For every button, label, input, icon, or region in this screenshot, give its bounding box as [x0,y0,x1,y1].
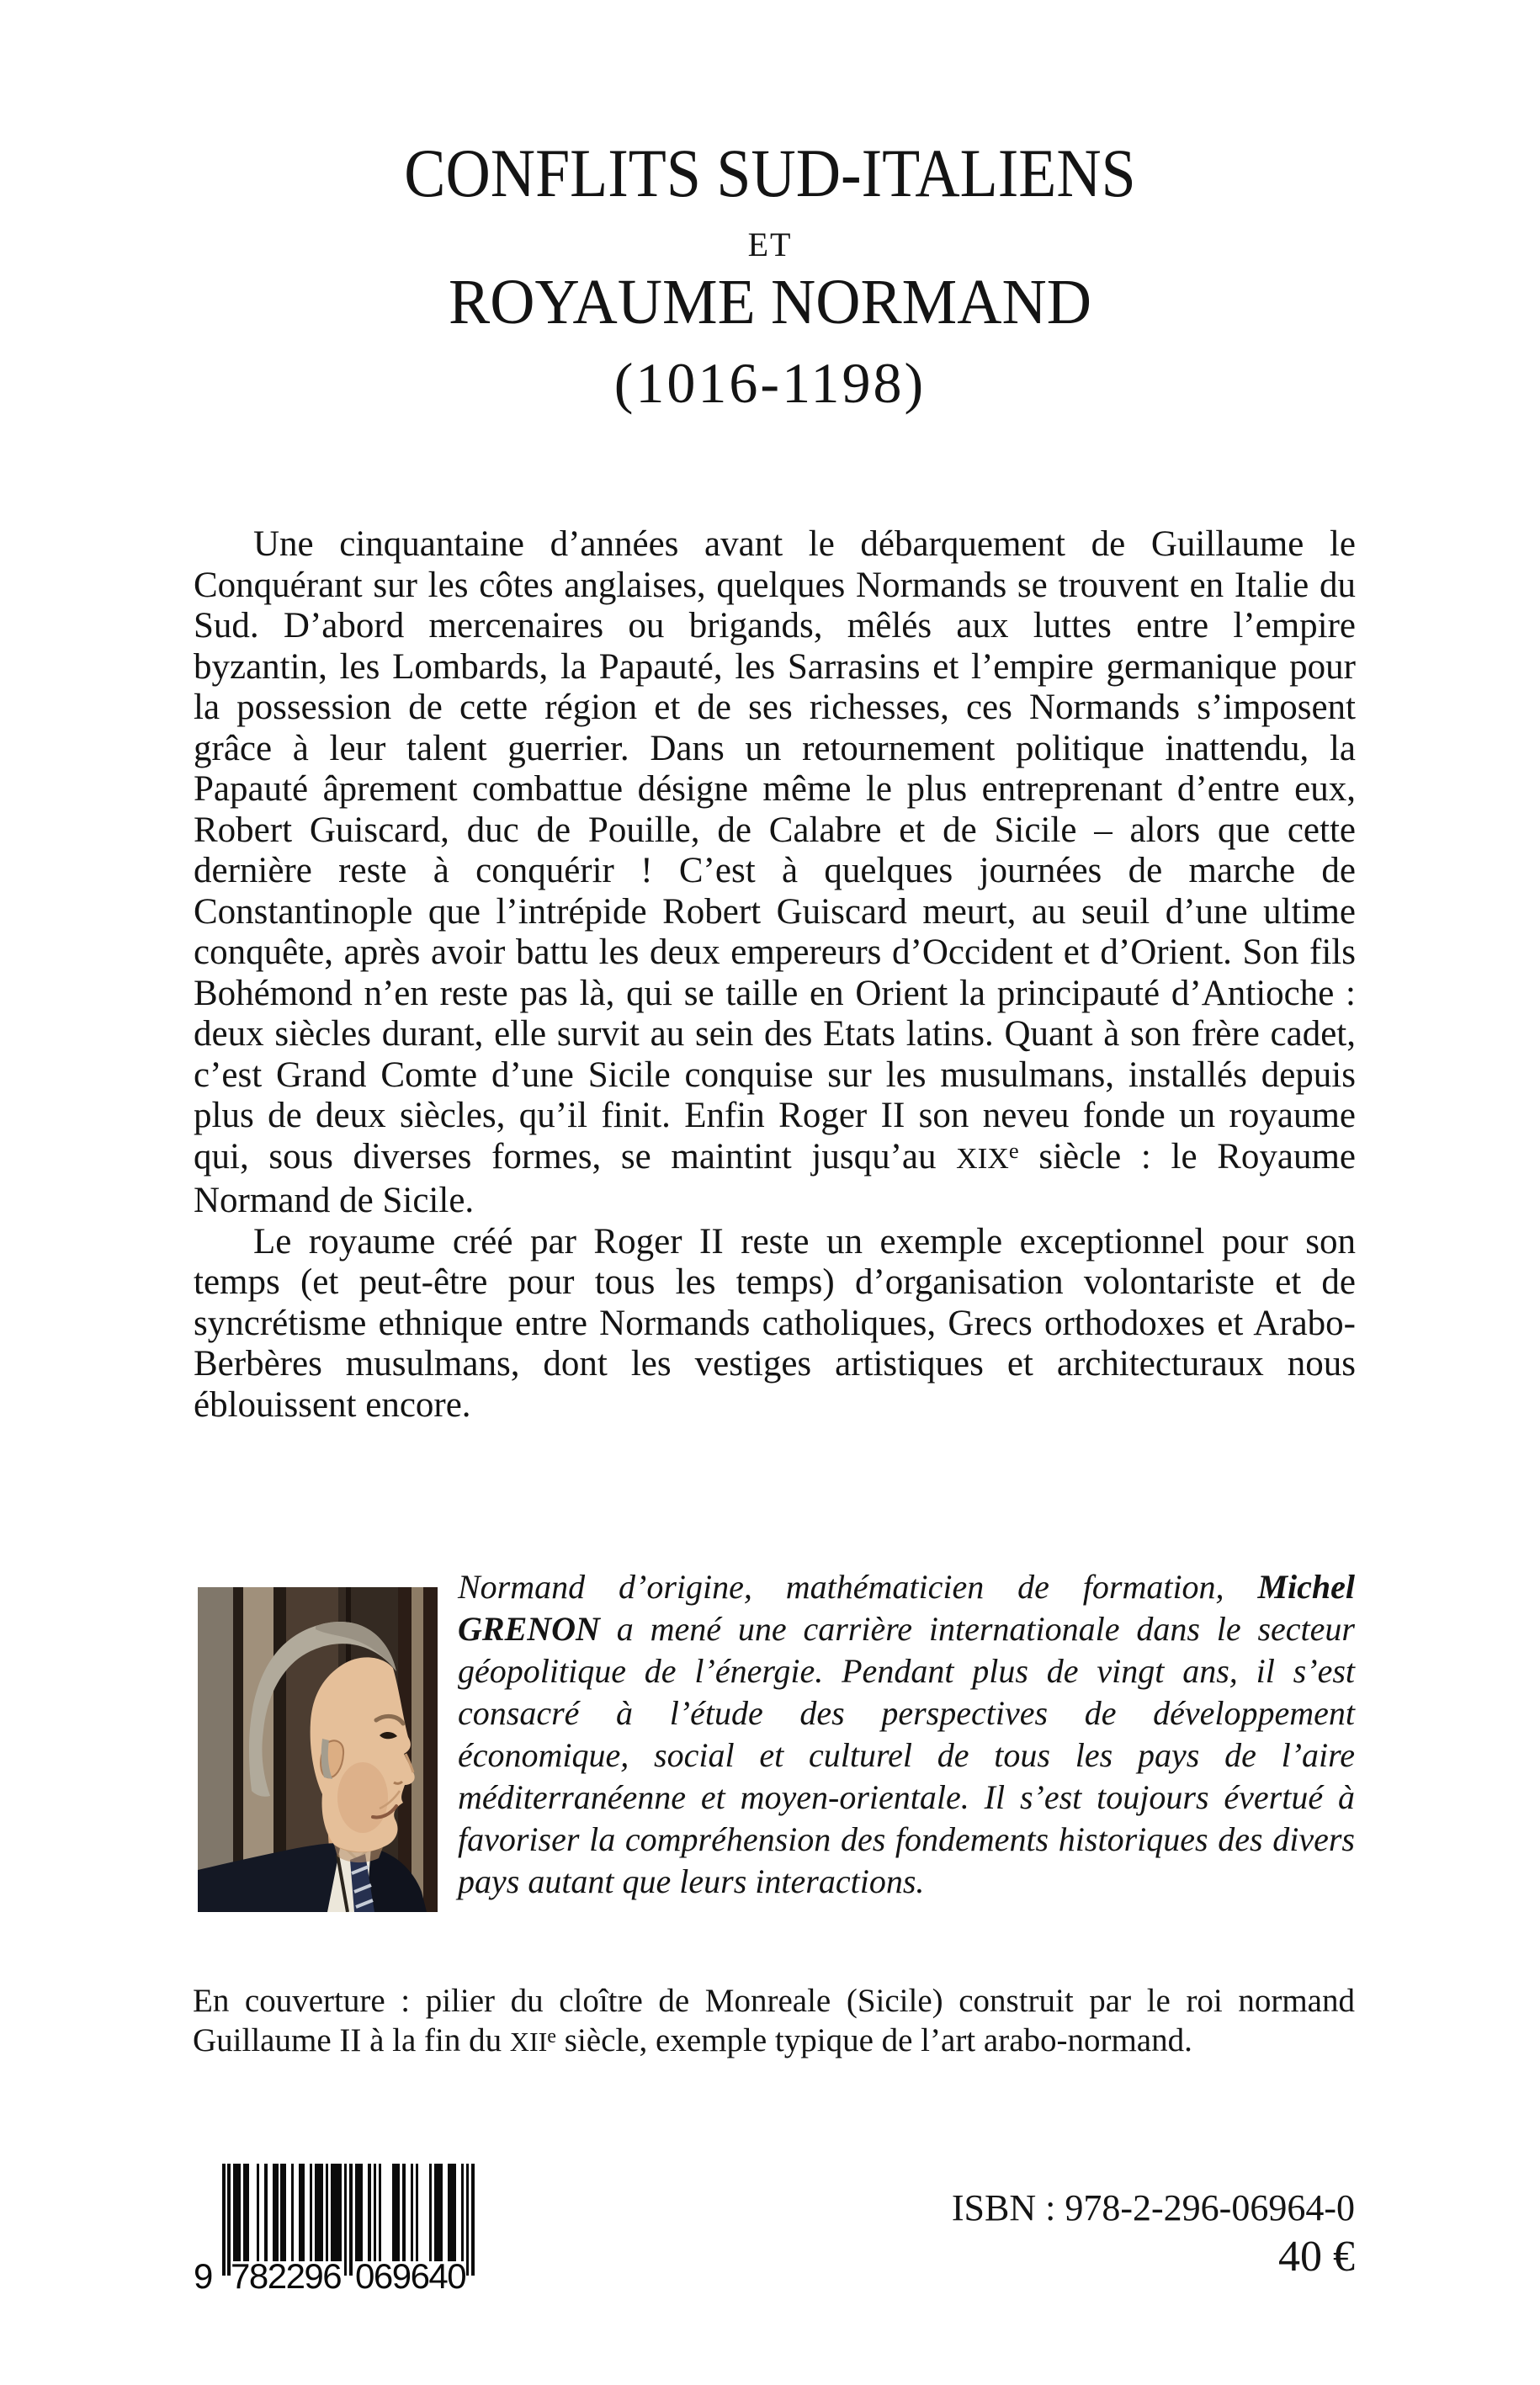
title-years: (1016-1198) [613,351,927,415]
barcode [194,2164,475,2303]
synopsis-paragraph-1 [194,524,1356,1222]
author-bio [458,1566,1355,1903]
roman-numeral-xix: XIX [956,1141,1009,1175]
bio-text-before-name: Normand d’origine, mathématicien de formation, [458,1568,1258,1606]
book-title-line2: ROYAUME NORMAND [449,267,1091,337]
isbn-text: ISBN : 978-2-296-06964-0 [951,2187,1355,2228]
cover-note [193,1981,1355,2064]
price-text: 40 € [1278,2233,1355,2281]
barcode-digits-left: 782296 [231,2256,342,2296]
title-connector: ET [747,226,793,263]
cover-note-superscript: e [547,2024,557,2048]
barcode-digit-lead: 9 [194,2256,214,2296]
ordinal-superscript: e [1008,1138,1019,1164]
book-title-line1: CONFLITS SUD-ITALIENS [404,135,1136,211]
bio-text-after-name: a mené une carrière internationale dans le secteur géopolitique de l’énergie. Pendant plus de vingt ans, il s’est consacré à l’étude des perspectives de développement économique, social et culturel de tous les pays de l’aire méditerranéenne et moyen-orientale. Il s’est toujours évertué à favoriser la compréhension des fondements historiques des divers pays autant que leurs interactions. [458,1610,1355,1900]
cover-note-text: En couverture : pilier du cloître de Monreale (Sicile) construit par le roi normand Guillaume II à la fin du [193,1983,1355,2058]
synopsis-paragraph-2: Le royaume créé par Roger II reste un exemple exceptionnel pour son temps (et peut-être pour tous les temps) d’organisation volontariste et de syncrétisme ethnique entre Normands catholiques, Grecs orthodoxes et Arabo-Berbères musulmans, dont les vestiges artistiques et architecturaux nous éblouissent encore. [194,1221,1356,1425]
synopsis-p1-text: Une cinquantaine d’années avant le débarquement de Guillaume le Conquérant sur les côtes anglaises, quelques Normands se trouvent en Italie du Sud. D’abord mercenaires ou brigands, mêlés aux luttes entre l’empire byzantin, les Lombards, la Papauté, les Sarrasins et l’empire germanique pour la possession de cette région et de ses richesses, ces Normands s’imposent grâce à leur talent guerrier. Dans un retournement politique inattendu, la Papauté âprement combattue désigne même le plus entreprenant d’entre eux, Robert Guiscard, duc de Pouille, de Calabre et de Sicile – alors que cette dernière reste à conquérir ! C’est à quelques journées de marche de Constantinople que l’intrépide Robert Guiscard meurt, au seuil d’une ultime conquête, après avoir battu les deux empereurs d’Occident et d’Orient. Son fils Bohémond n’en reste pas là, qui se taille en Orient la principauté d’Antioche : deux siècles durant, elle survit au sein des Etats latins. Quant à son frère cadet, c’est Grand Comte d’une Sicile conquise sur les musulmans, installés depuis plus de deux siècles, qu’il finit. Enfin Roger II son neveu fonde un royaume qui, sous diverses formes, se maintint jusqu’au [194,524,1356,1177]
cover-note-text-end: siècle, exemple typique de l’art arabo-normand. [556,2022,1192,2058]
author-photo [198,1587,438,1912]
barcode-digits-right: 069640 [355,2256,466,2296]
author-section [198,1566,1372,1912]
author-name: Michel GRENON [458,1568,1355,1648]
synopsis-p1-text-end: siècle : le Royaume Normand de Sicile. [194,1136,1356,1220]
roman-numeral-xii: XII [509,2027,548,2057]
synopsis [194,524,1356,1426]
